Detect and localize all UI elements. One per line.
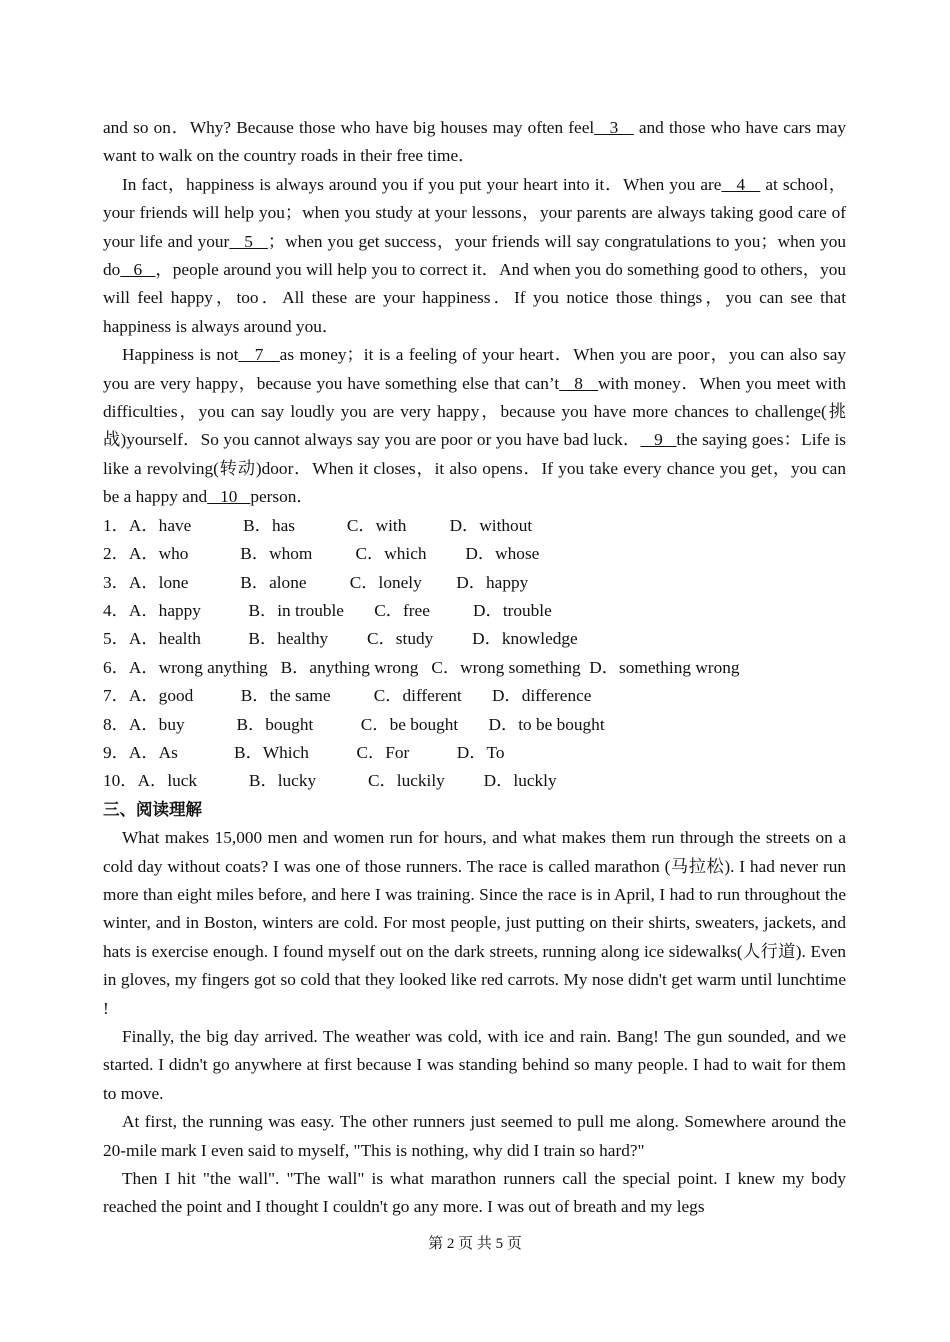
question-item: 9．A．As B．Which C．For D．To <box>103 742 505 762</box>
blank-3: 3 <box>594 118 634 137</box>
question-item: 2．A．who B．whom C．which D．whose <box>103 544 540 564</box>
blank-9: 9 <box>640 430 677 450</box>
blank-7: 7 <box>238 345 280 365</box>
question-item: 3．A．lone B．alone C．lonely D．happy <box>103 572 529 592</box>
question-item: 6．A．wrong anything B．anything wrong C．wrong something D．something wrong <box>103 657 740 677</box>
question-item: 8．A．buy B．bought C．be bought D．to be bought <box>103 714 605 734</box>
question-item: 5．A．health B．healthy C．study D．knowledge <box>103 629 578 649</box>
passage2-paragraph: What makes 15,000 men and women run for hours, and what makes them run through the streets on a cold day without coats? I was one of those runners. The race is called marathon (马拉松). I had never run more than eight miles before, and here I was training. Since the race is in April, I had to run throughout the winter, and in Boston, winters are cold. For most people, just putting on their shirts, sweaters, jackets, and hats is exercise enough. I found myself out on the dark streets, running along ice sidewalks(人行道). Even in gloves, my fingers got so cold that they looked like red carrots. My nose didn't get warm until lunchtime ! <box>103 828 846 1018</box>
section-heading: 三、阅读理解 <box>103 799 202 819</box>
passage1-paragraph-0: and so on．Why? Because those who have big houses may often feel 3 and those who have cars may want to walk on the country roads in their free time． <box>103 118 847 166</box>
blank-8: 8 <box>559 373 598 393</box>
blank-10: 10 <box>207 487 251 507</box>
question-item: 4．A．happy B．in trouble C．free D．trouble <box>103 600 552 620</box>
question-item: 1．A．have B．has C．with D．without <box>103 515 533 535</box>
document-body <box>103 114 846 1222</box>
page-footer: 第 2 页 共 5 页 <box>428 1236 522 1252</box>
blank-5: 5 <box>229 231 268 251</box>
blank-6: 6 <box>120 260 156 280</box>
question-item: 7．A．good B．the same C．different D．difference <box>103 686 592 706</box>
passage2-paragraph: At first, the running was easy. The other runners just seemed to pull me along. Somewhere around the 20-mile mark I even said to myself, "This is nothing, why did I train so hard?" <box>103 1112 846 1160</box>
question-item: 10．A．luck B．lucky C．luckily D．luckly <box>103 771 557 791</box>
passage1-paragraph-2: Happiness is not 7 as money；it is a feeling of your heart．When you are poor，you can also say you are very happy，because you have something else that can’t 8 with money．When you meet with difficulties，you can say loudly you are very happy，because you have more chances to challenge(挑战)yourself．So you cannot always say you are poor or you have bad luck． 9 the saying goes：Life is like a revolving(转动)door．When it closes，it also opens．If you take every chance you get，you can be a happy and 10 person． <box>103 345 847 507</box>
passage2-paragraph: Then I hit "the wall". "The wall" is what marathon runners call the special point. I knew my body reached the point and I thought I couldn't go any more. I was out of breath and my legs <box>103 1169 846 1217</box>
question-list <box>103 512 846 796</box>
blank-4: 4 <box>721 174 761 194</box>
passage2-paragraph: Finally, the big day arrived. The weather was cold, with ice and rain. Bang! The gun sounded, and we started. I didn't go anywhere at first because I was standing behind so many people. I had to wait for them to move. <box>103 1027 846 1103</box>
passage1-paragraph-1: In fact，happiness is always around you if you put your heart into it．When you are 4 at school，your friends will help you；when you study at your lessons，your parents are always taking good care of your life and your 5 ；when you get success，your friends will say congratulations to you；when you do 6 ，people around you will help you to correct it．And when you do something good to others，you will feel happy，too．All these are your happiness．If you notice those things，you can see that happiness is always around you． <box>103 174 847 336</box>
